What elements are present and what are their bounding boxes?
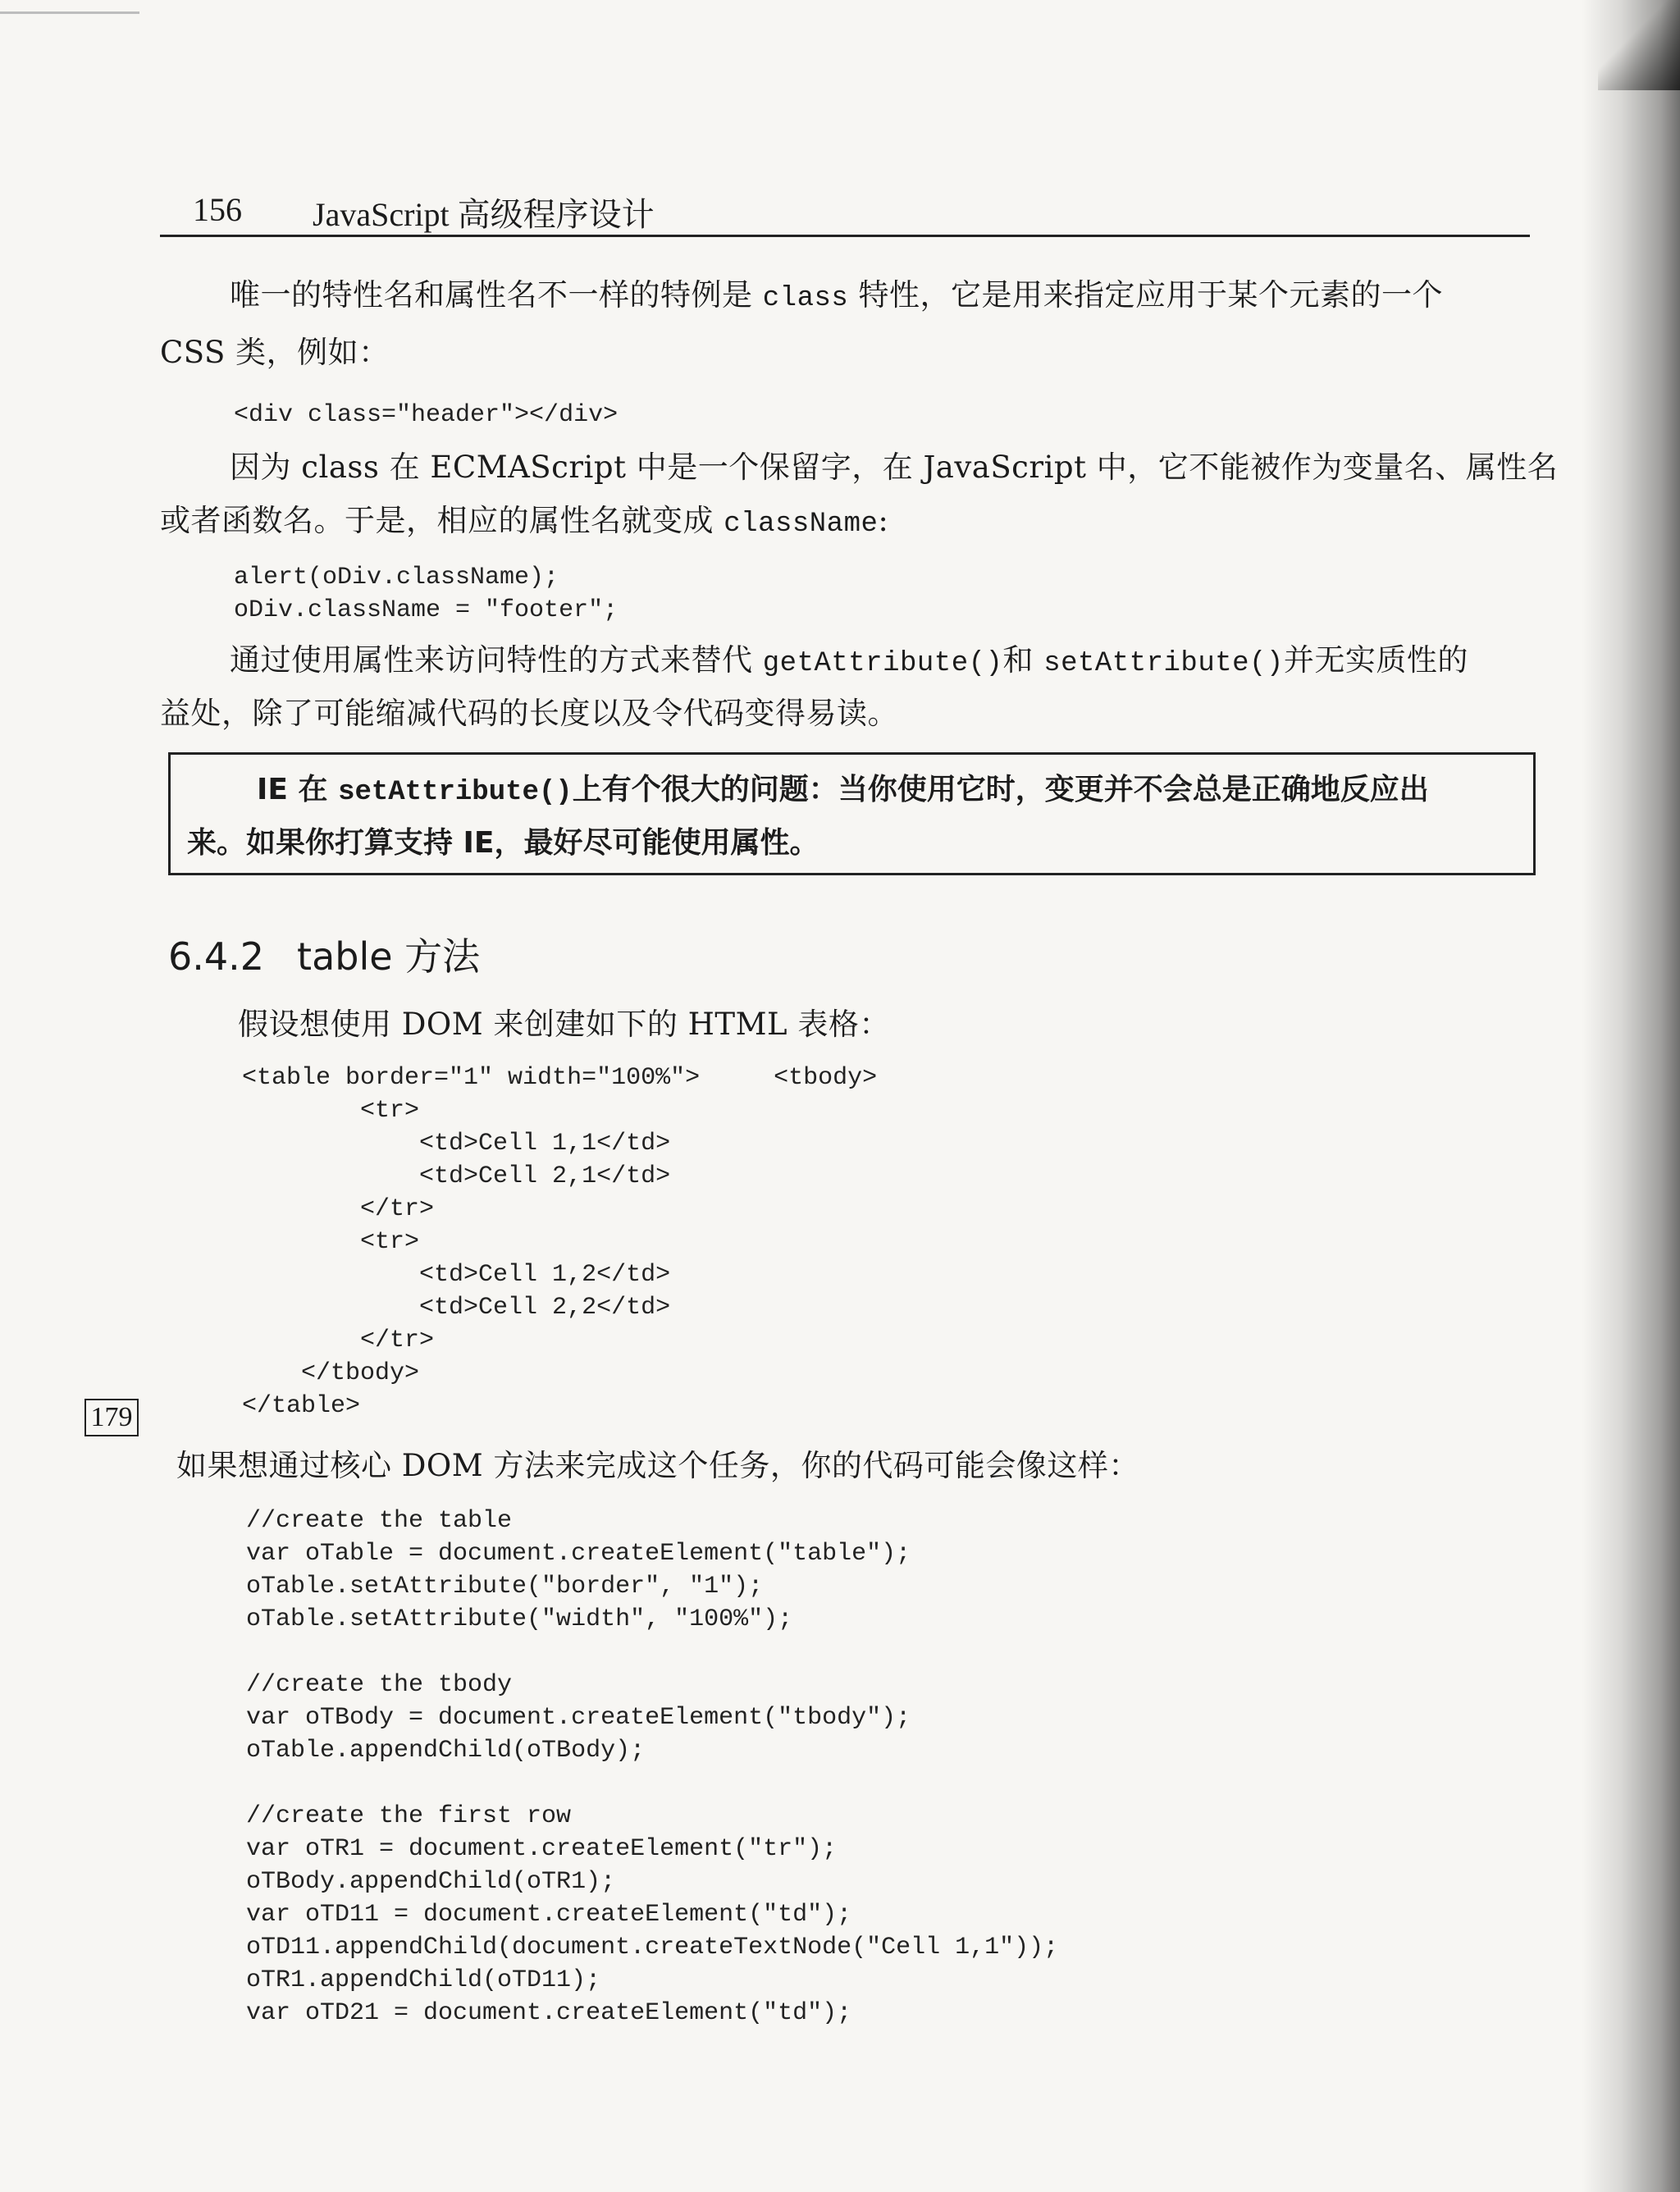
- page-gutter-shadow: [1582, 0, 1680, 2192]
- page-header: [160, 182, 1530, 237]
- note-inline-code: setAttribute(): [338, 777, 573, 808]
- code-block-2: alert(oDiv.className); oDiv.className = "footer";: [234, 564, 619, 624]
- section-title: table 方法: [297, 934, 481, 979]
- paragraph-2-line-2: 或者函数名。于是，相应的属性名就变成 className:: [160, 503, 889, 540]
- inline-code: getAttribute(): [762, 648, 1003, 679]
- paragraph-1-line-1: 唯一的特性名和属性名不一样的特例是 class 特性，它是用来指定应用于某个元素的一个: [230, 277, 1444, 314]
- inline-code: setAttribute(): [1043, 648, 1284, 679]
- page-number: 156: [193, 191, 242, 228]
- margin-page-reference: 179: [84, 1399, 139, 1436]
- paragraph-4: 假设想使用 DOM 来创建如下的 HTML 表格：: [238, 1007, 890, 1042]
- code-block-1: <div class="header"></div>: [234, 401, 619, 429]
- paragraph-2-line-1: 因为 class 在 ECMAScript 中是一个保留字，在 JavaScript 中，它不能被作为变量名、属性名: [230, 450, 1559, 485]
- inline-code: className: [724, 509, 879, 540]
- paragraph-3-line-1: 通过使用属性来访问特性的方式来替代 getAttribute()和 setAttribute()并无实质性的: [230, 642, 1468, 679]
- paragraph-5: 如果想通过核心 DOM 方法来完成这个任务，你的代码可能会像这样：: [176, 1448, 1139, 1483]
- note-line-2: 来。如果你打算支持 IE，最好尽可能使用属性。: [187, 826, 819, 860]
- paragraph-3-line-2: 益处，除了可能缩减代码的长度以及令代码变得易读。: [160, 696, 898, 731]
- paragraph-1-line-2: CSS 类，例如：: [160, 335, 390, 370]
- scan-edge-mark: [0, 11, 139, 14]
- code-block-4: //create the table var oTable = document.createElement("table"); oTable.setAttribute("border", "1"); oTable.setAttribute("width", "100%"); //create the tbody var oTBody = document.createElement("tbody"); oTable.appendChild(oTBody); //create the first row var oTR1 = document.createElement("tr"); oTBody.appendChild(oTR1); var oTD11 = document.createElement("td"); oTD11.appendChild(document.createTextNode("Cell 1,1")); oTR1.appendChild(oTD11); var oTD21 = document.createElement("td");: [246, 1507, 1059, 2027]
- note-line-1: IE 在 setAttribute()上有个很大的问题：当你使用它时，变更并不会总是正确地反应出: [257, 773, 1429, 808]
- note-box: [168, 752, 1536, 875]
- inline-code: class: [762, 283, 849, 314]
- book-title: JavaScript 高级程序设计: [313, 196, 655, 233]
- page-curl: [1598, 0, 1680, 90]
- section-heading: [168, 927, 480, 981]
- section-number: 6.4.2: [168, 934, 265, 979]
- code-block-3: <table border="1" width="100%"> <tbody> <tr> <td>Cell 1,1</td> <td>Cell 2,1</td> </tr> <tr> <td>Cell 1,2</td> <td>Cell 2,2</td> </tr> </tbody> </table>: [242, 1064, 878, 1420]
